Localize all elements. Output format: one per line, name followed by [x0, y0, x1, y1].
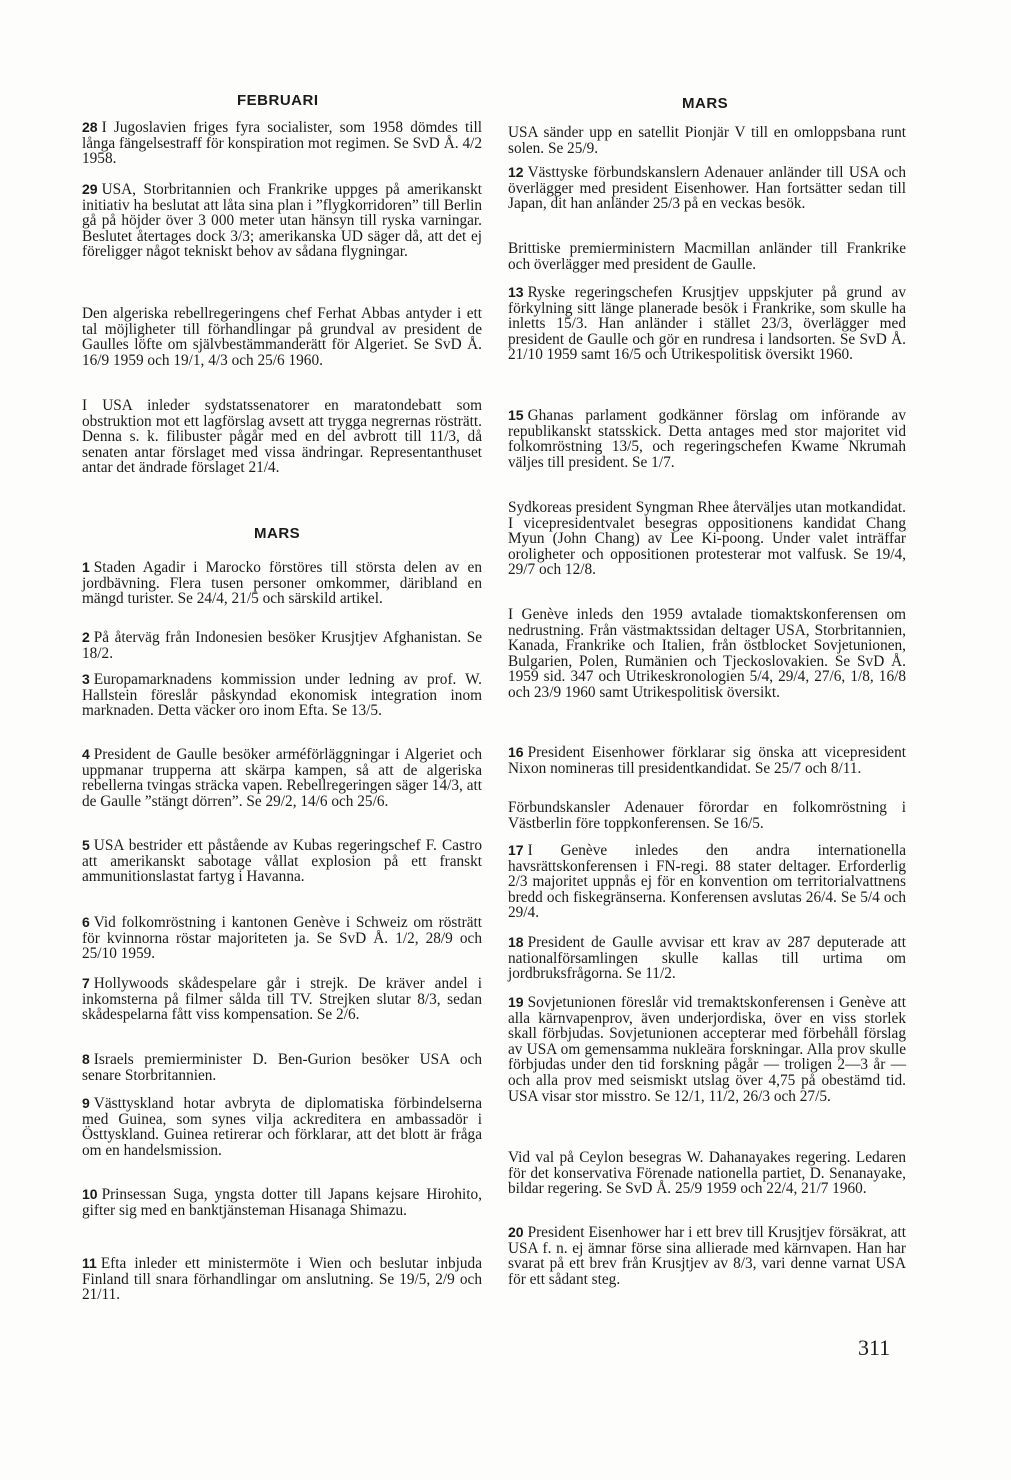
entry-text: Ryske regeringschefen Krusjtjev uppskjuter på grund av förkylning sitt länge planerade besök i Frankrike, som skulle ha inletts 15/3. Han anländer i stället 23/3, överlägger med president de Gaulle och gör en rundresa i landsorten. Se SvD Å. 21/10 1959 samt 16/5 och Utrikespolitisk översikt 1960.: [508, 284, 906, 364]
entry-18-mars: [508, 935, 906, 982]
entry-number: 11: [82, 1255, 97, 1271]
entry-3-mars: [82, 672, 482, 719]
entry-number: 5: [82, 837, 90, 853]
entry-10-mars: [82, 1187, 482, 1218]
entry-adenauer: [508, 800, 906, 831]
entry-text: I Genève inleds den 1959 avtalade tiomaktskonferensen om nedrustning. Från västmaktssidan deltager USA, Storbritannien, Kanada, Frankrike och Italien, från östblocket Sovjetunionen, Bulgarien, Polen, Rumänien och Tjeckoslovakien. Se SvD Å. 1959 sid. 347 och Utrikeskronologien 5/4, 29/4, 27/6, 1/8, 16/8 och 23/9 1960 samt Utrikespolitisk översikt.: [508, 606, 906, 701]
entry-text: Staden Agadir i Marocko förstöres till största delen av en jordbävning. Flera tusen personer omkommer, däribland en mängd turister. Se 24/4, 21/5 och särskild artikel.: [82, 559, 482, 608]
entry-pionjar: [508, 125, 906, 156]
heading-februari: FEBRUARI: [237, 92, 319, 109]
entry-text: USA, Storbritannien och Frankrike uppges på amerikanskt initiativ ha beslutat att låta sina plan i ”flygkorridoren” till Berlin gå på höjder över 3 000 meter utan hänsyn till ryska varningar. Beslutet återtages dock 3/3; amerikanska UD säger då, att det ej föreligger något tekniskt behov av sådana flygningar.: [82, 181, 482, 261]
entry-text: Vid folkomröstning i kantonen Genève i Schweiz om rösträtt för kvinnorna röstar majoriteten ja. Se SvD Å. 1/2, 28/9 och 25/10 1959.: [82, 914, 482, 963]
entry-13-mars: [508, 285, 906, 363]
entry-text: Västtyskland hotar avbryta de diplomatiska förbindelserna med Guinea, som synes vilja ackreditera en ambassadör i Östtyskland. Guinea retirerar och förklarar, att det blott är fråga om en handelsmission.: [82, 1095, 482, 1159]
entry-text: På återväg från Indonesien besöker Krusjtjev Afghanistan. Se 18/2.: [82, 629, 482, 662]
entry-12-mars: [508, 165, 906, 212]
entry-text: I USA inleder sydstatssenatorer en maratondebatt som obstruktion mot ett lagförslag avsett att trygga negrernas rösträtt. Denna s. k. filibuster pågår med en del avbrott till 11/3, då senaten antar förslaget med vissa ändringar. Representanthuset antar det ändrade förslaget 21/4.: [82, 397, 482, 477]
entry-number: 18: [508, 934, 524, 950]
entry-8-mars: [82, 1052, 482, 1083]
entry-16-mars: [508, 745, 906, 776]
entry-number: 7: [82, 975, 90, 991]
entry-4-mars: [82, 747, 482, 809]
heading-mars-right: MARS: [682, 95, 729, 112]
entry-number: 8: [82, 1051, 90, 1067]
entry-text: Israels premierminister D. Ben-Gurion besöker USA och senare Storbritannien.: [82, 1051, 482, 1084]
entry-text: President de Gaulle avvisar ett krav av 287 deputerade att nationalförsamlingen skulle kallas till urtima om jordbruksfrågorna. Se 11/2.: [508, 934, 906, 983]
entry-number: 19: [508, 994, 524, 1010]
entry-20-mars: [508, 1225, 906, 1287]
entry-text: USA bestrider ett påstående av Kubas regeringschef F. Castro att amerikanskt sabotage vållat explosion på ett franskt ammunitionslastat fartyg i Havanna.: [82, 837, 482, 886]
entry-number: 6: [82, 914, 90, 930]
entry-number: 17: [508, 842, 524, 858]
entry-number: 1: [82, 559, 90, 575]
entry-number: 4: [82, 746, 90, 762]
entry-6-mars: [82, 915, 482, 962]
entry-text: I Genève inledes den andra internationella havsrättskonferensen i FN-regi. 88 stater deltager. Erforderlig 2/3 majoritet uppnås ej för en konvention om territorialvattnens bredd och fiskegränserna. Konferensen avslutas 26/4. Se 5/4 och 29/4.: [508, 842, 906, 922]
entry-number: 2: [82, 629, 90, 645]
entry-text: USA sänder upp en satellit Pionjär V till en omloppsbana runt solen. Se 25/9.: [508, 124, 906, 157]
entry-11-mars: [82, 1256, 482, 1303]
entry-text: Sydkoreas president Syngman Rhee återväljes utan motkandidat. I vicepresidentvalet besegras oppositionens kandidat Chang Myun (John Chang) av Lee Ki-poong. Under valet inträffar oroligheter och oppositionen protesterar mot valfusk. Se 19/4, 29/7 och 12/8.: [508, 499, 906, 579]
entry-macmillan: [508, 241, 906, 272]
entry-number: 9: [82, 1095, 90, 1111]
entry-text: Ghanas parlament godkänner förslag om införande av republikanskt statsskick. Detta antages med stor majoritet vid folkomröstning 13/5, och regeringschefen Kwame Nkrumah väljes till president. Se 1/7.: [508, 407, 906, 471]
entry-text: President Eisenhower har i ett brev till Krusjtjev försäkrat, att USA f. n. ej ämnar förse sina allierade med kärnvapen. Han har svarat på ett brev från Krusjtjev av 8/3, vari denne varnat USA för ett sådant steg.: [508, 1224, 906, 1288]
entry-abbas: [82, 306, 482, 368]
entry-text: Förbundskansler Adenauer förordar en folkomröstning i Västberlin före toppkonferensen. Se 16/5.: [508, 799, 906, 832]
entry-text: Brittiske premierministern Macmillan anländer till Frankrike och överlägger med president de Gaulle.: [508, 240, 906, 273]
entry-text: I Jugoslavien friges fyra socialister, som 1958 dömdes till långa fängelsestraff för konspiration mot regimen. Se SvD Å. 4/2 1958.: [82, 119, 482, 168]
entry-text: Prinsessan Suga, yngsta dotter till Japans kejsare Hirohito, gifter sig med en banktjänsteman Hisanaga Shimazu.: [82, 1186, 482, 1219]
entry-1-mars: [82, 560, 482, 607]
entry-number: 28: [82, 119, 98, 135]
entry-text: President Eisenhower förklarar sig önska att vicepresident Nixon nomineras till presidentkandidat. Se 25/7 och 8/11.: [508, 744, 906, 777]
entry-9-mars: [82, 1096, 482, 1158]
entry-text: Västtyske förbundskanslern Adenauer anländer till USA och överlägger med president Eisenhower. Han fortsätter sedan till Japan, dit han anländer 25/3 på en veckas besök.: [508, 164, 906, 213]
entry-7-mars: [82, 976, 482, 1023]
entry-number: 12: [508, 164, 524, 180]
entry-5-mars: [82, 838, 482, 885]
entry-number: 15: [508, 407, 524, 423]
entry-text: Europamarknadens kommission under ledning av prof. W. Hallstein föreslår påskyndad ekonomisk integration inom marknaden. Detta väcker oro inom Efta. Se 13/5.: [82, 671, 482, 720]
entry-15-mars: [508, 408, 906, 470]
entry-29-feb: [82, 182, 482, 260]
entry-text: Efta inleder ett ministermöte i Wien och beslutar inbjuda Finland till snara förhandlingar om anslutning. Se 19/5, 2/9 och 21/11.: [82, 1255, 482, 1304]
entry-number: 10: [82, 1186, 98, 1202]
entry-2-mars: [82, 630, 482, 661]
heading-mars-left: MARS: [254, 525, 301, 542]
entry-text: Vid val på Ceylon besegras W. Dahanayakes regering. Ledaren för det konservativa Förenade nationella partiet, D. Senanayake, bildar regering. Se SvD Å. 25/9 1959 och 22/4, 21/7 1960.: [508, 1149, 906, 1198]
entry-number: 29: [82, 181, 98, 197]
entry-number: 13: [508, 284, 524, 300]
entry-number: 20: [508, 1224, 524, 1240]
entry-ceylon: [508, 1150, 906, 1197]
entry-text: Den algeriska rebellregeringens chef Ferhat Abbas antyder i ett tal möjligheter till förhandlingar på grundval av president de Gaulles löfte om självbestämmanderätt för Algeriet. Se SvD Å. 16/9 1959 och 19/1, 4/3 och 25/6 1960.: [82, 305, 482, 369]
entry-text: Sovjetunionen föreslår vid tremaktskonferensen i Genève att alla kärnvapenprov, även underjordiska, över en viss storlek skall förbjudas. Sovjetunionen accepterar med förbehåll förslag av USA om gemensamma nukleära forskningar. Alla prov skulle förbjudas under den tid forskning pågår — troligen 2—3 år — och alla prov med seismiskt utslag över 4,75 på obestämd tid. USA visar stor misstro. Se 12/1, 11/2, 26/3 och 27/5.: [508, 994, 906, 1105]
entry-17-mars: [508, 843, 906, 921]
entry-tiomakt: [508, 607, 906, 701]
entry-text: Hollywoods skådespelare går i strejk. De kräver andel i inkomsterna på filmer sålda till TV. Strejken slutar 8/3, sedan skådespelarna fått viss kompensation. Se 2/6.: [82, 975, 482, 1024]
entry-number: 16: [508, 744, 524, 760]
entry-28-feb: [82, 120, 482, 167]
entry-syngman-rhee: [508, 500, 906, 578]
entry-number: 3: [82, 671, 90, 687]
page-number: 311: [858, 1335, 891, 1360]
entry-filibuster: [82, 398, 482, 476]
entry-text: President de Gaulle besöker arméförläggningar i Algeriet och uppmanar trupperna att skärpa kampen, så att de algeriska rebellerna tvingas sträcka vapen. Rebellregeringen säger 14/3, att de Gaulle ”stängt dörren”. Se 29/2, 14/6 och 25/6.: [82, 746, 482, 810]
entry-19-mars: [508, 995, 906, 1104]
